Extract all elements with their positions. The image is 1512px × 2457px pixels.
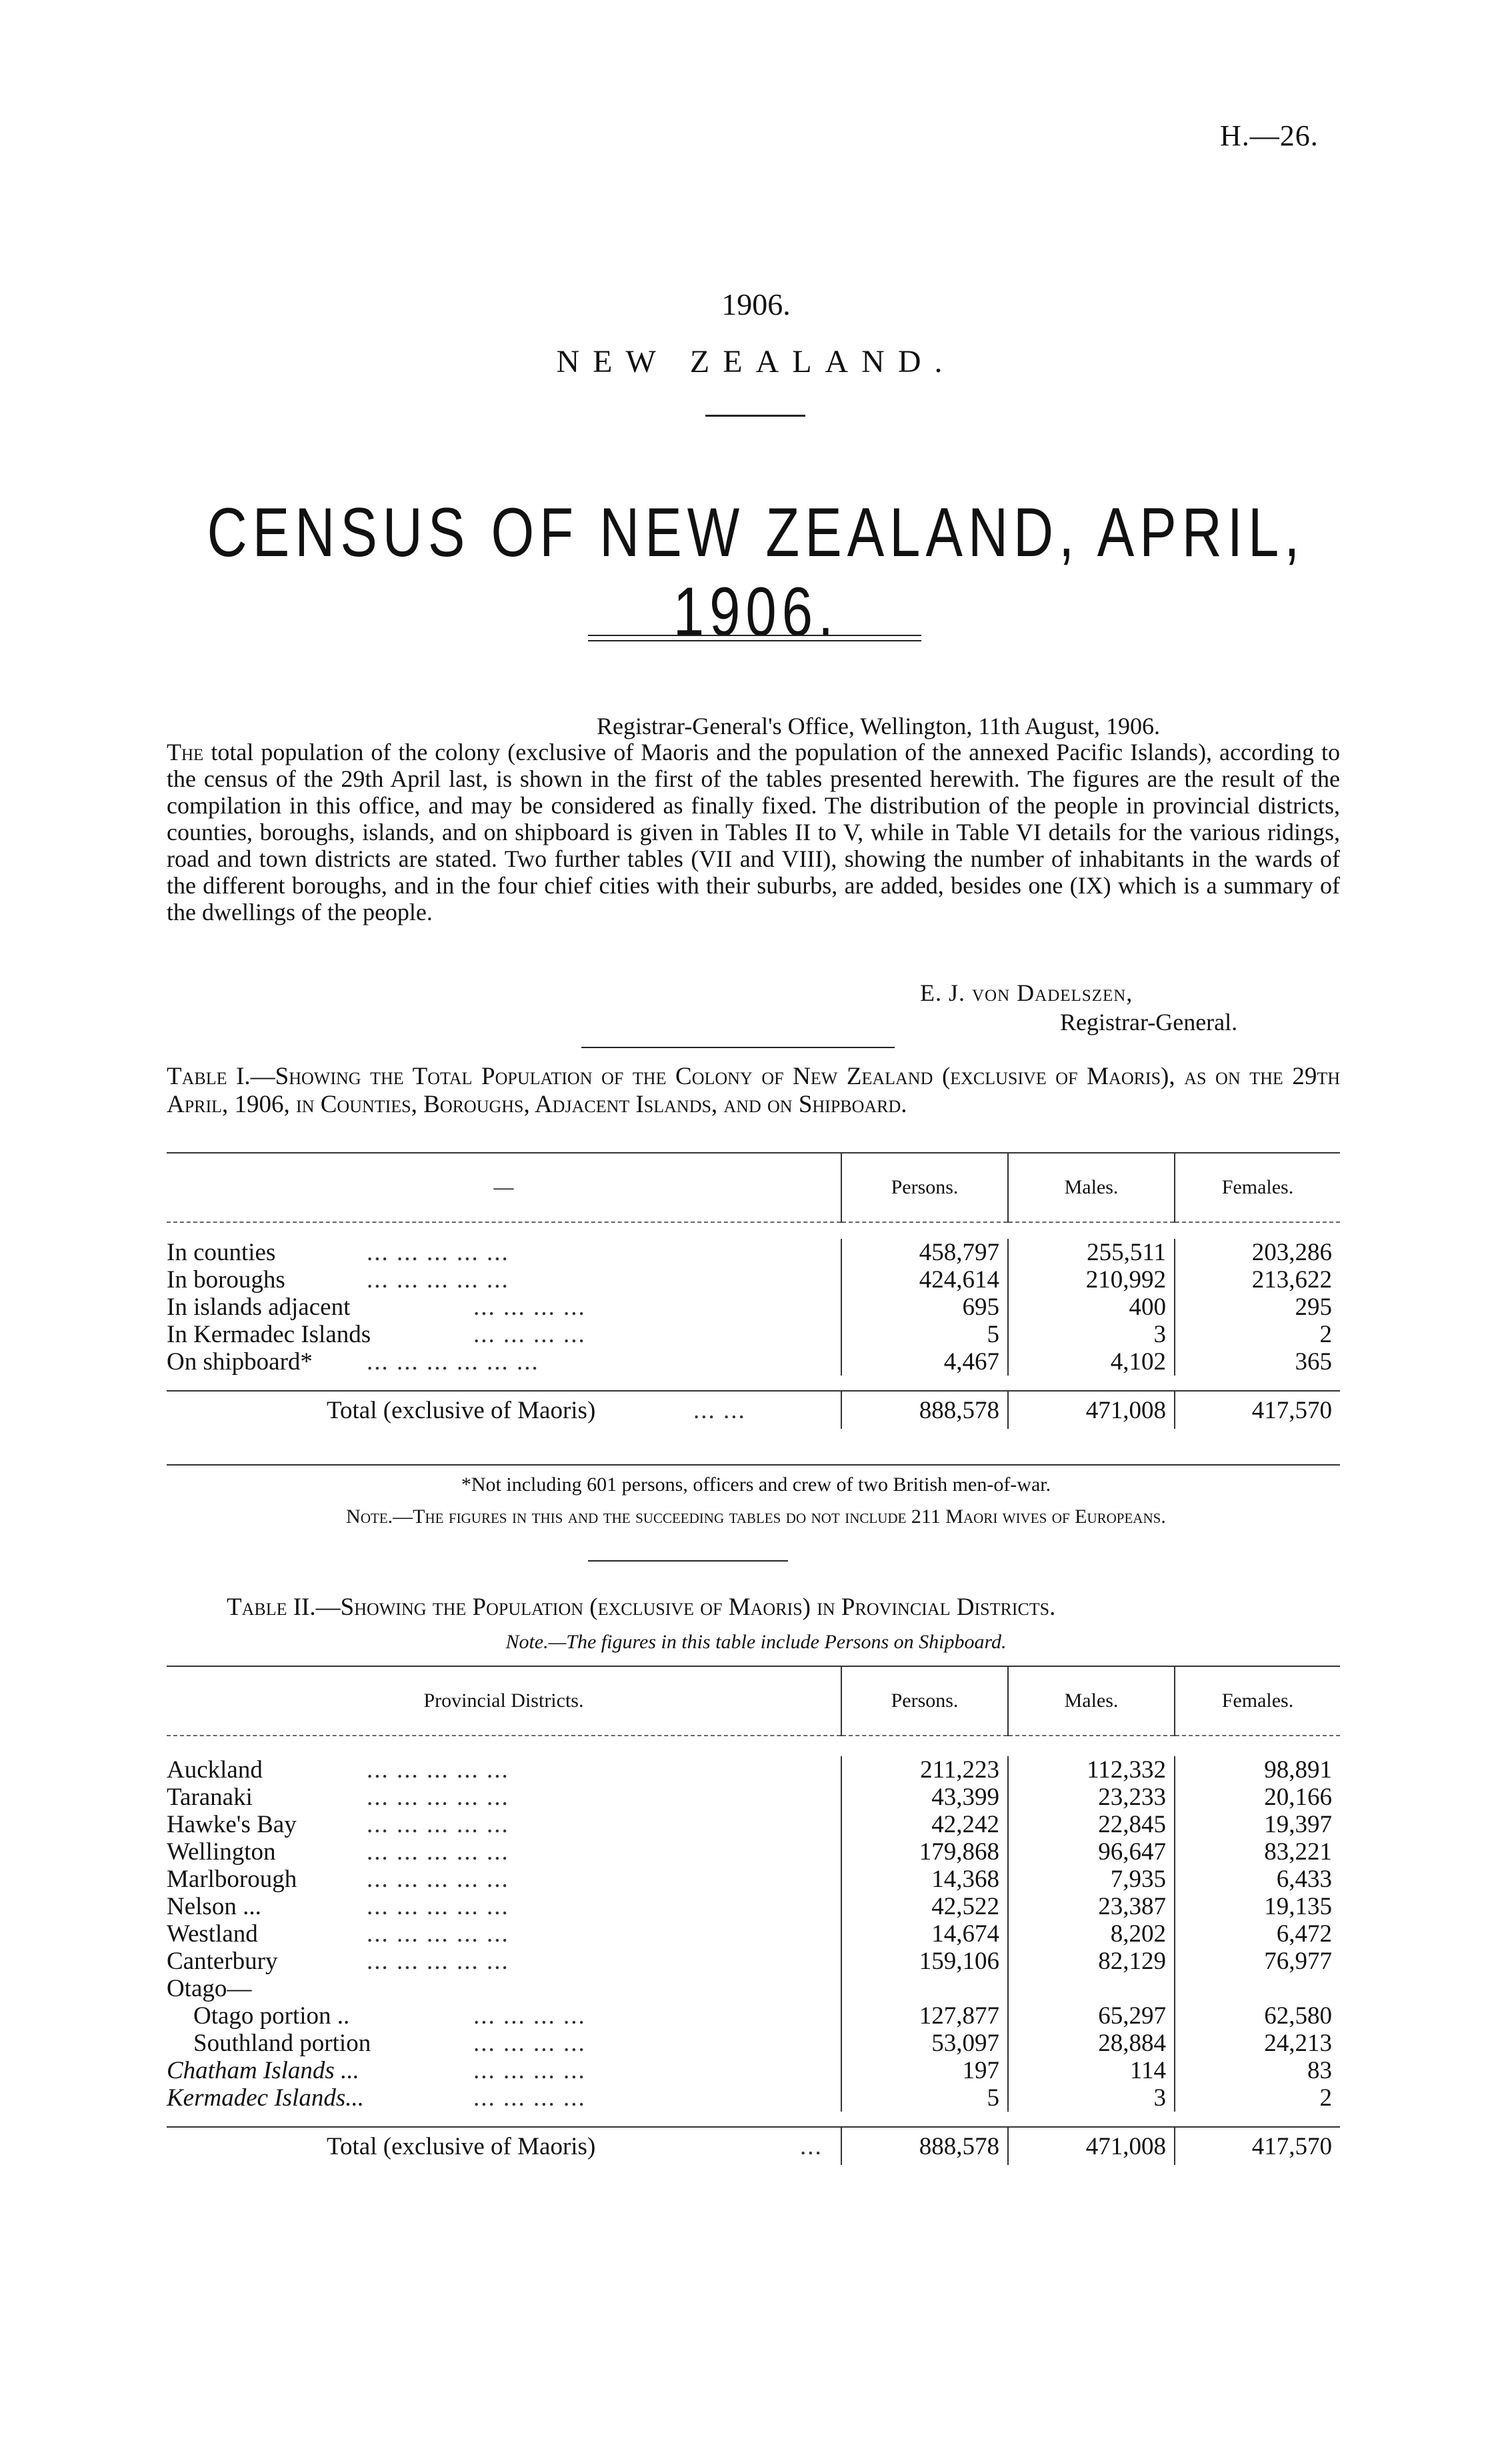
signer-role: Registrar-General. [1060,1009,1238,1035]
persons-cell: 43,399 [841,1784,1008,1811]
total-females: 417,570 [1175,2127,1340,2165]
persons-cell: 211,223 [841,1756,1008,1784]
row-label: Westland [167,1920,258,1948]
total-persons: 888,578 [841,1391,1008,1429]
row-label: Otago portion .. [193,2002,350,2030]
table2-header-persons: Persons. [841,1667,1008,1736]
persons-cell [841,1975,1008,2002]
table-row: On shipboard* ... ... ... ... ... ... 4,467 4,102 365 [167,1348,1340,1376]
females-cell: 62,580 [1175,2002,1340,2030]
table-row: In counties ... ... ... ... ... 458,797 255,511 203,286 [167,1239,1340,1266]
letter-place-date: Registrar-General's Office, Wellington, 11th August, 1906. [597,713,1161,739]
header-divider [705,415,805,417]
table2-header-females: Females. [1175,1667,1340,1736]
row-label: Southland portion [193,2030,371,2057]
table2-header-district: Provincial Districts. [423,1690,584,1712]
females-cell: 76,977 [1175,1948,1340,1975]
table1-total-row: Total (exclusive of Maoris) ... ... 888,578 471,008 417,570 [167,1391,1340,1429]
females-cell: 365 [1175,1348,1340,1376]
table-row: Wellington ... ... ... ... ... 179,868 96,647 83,221 [167,1838,1340,1866]
row-label: In boroughs [167,1266,285,1294]
males-cell: 82,129 [1008,1948,1175,1975]
table1-bottom-rule [167,1464,1340,1466]
row-label: Nelson ... [167,1893,261,1920]
table-row: In Kermadec Islands ... ... ... ... 5 3 2 [167,1321,1340,1348]
females-cell: 295 [1175,1294,1340,1321]
males-cell: 255,511 [1008,1239,1175,1266]
signer-name: E. J. von Dadelszen, [920,979,1133,1006]
females-cell: 2 [1175,1321,1340,1348]
country-heading: NEW ZEALAND. [556,344,956,379]
row-label: In Kermadec Islands [167,1321,371,1348]
females-cell: 83 [1175,2057,1340,2084]
table-row: Auckland ... ... ... ... ... 211,223 112,332 98,891 [167,1756,1340,1784]
table-row: In islands adjacent ... ... ... ... 695 400 295 [167,1294,1340,1321]
females-cell: 19,135 [1175,1893,1340,1920]
document-year: 1906. [721,287,791,321]
persons-cell: 42,522 [841,1893,1008,1920]
females-cell: 24,213 [1175,2030,1340,2057]
females-cell: 213,622 [1175,1266,1340,1294]
table2-total-row: Total (exclusive of Maoris) ... 888,578 471,008 417,570 [167,2127,1340,2165]
table2-header-row [167,1667,1340,1736]
table2 [167,1667,1340,2165]
males-cell: 23,233 [1008,1784,1175,1811]
table1 [167,1153,1340,1429]
males-cell: 3 [1008,1321,1175,1348]
table1-header-blank: — [493,1176,514,1198]
males-cell: 7,935 [1008,1866,1175,1893]
document-reference: H.—26. [1220,119,1319,152]
row-label: Wellington [167,1838,276,1866]
title-divider-top [588,635,921,636]
table2-subnote: Note.—The figures in this table include Persons on Shipboard. [505,1631,1007,1653]
females-cell [1175,1975,1340,2002]
table-row: In boroughs ... ... ... ... ... 424,614 210,992 213,622 [167,1266,1340,1294]
row-label: Marlborough [167,1866,297,1893]
males-cell: 65,297 [1008,2002,1175,2030]
persons-cell: 127,877 [841,2002,1008,2030]
letter-lead-word: The [167,739,204,765]
females-cell: 6,433 [1175,1866,1340,1893]
total-males: 471,008 [1008,1391,1175,1429]
persons-cell: 159,106 [841,1948,1008,1975]
males-cell: 4,102 [1008,1348,1175,1376]
table-row: Canterbury ... ... ... ... ... 159,106 82,129 76,977 [167,1948,1340,1975]
persons-cell: 179,868 [841,1838,1008,1866]
males-cell [1008,1975,1175,2002]
persons-cell: 5 [841,2084,1008,2112]
table-row [167,1975,1340,2002]
row-label: On shipboard* [167,1348,313,1376]
table1-header-persons: Persons. [841,1153,1008,1222]
males-cell: 22,845 [1008,1811,1175,1838]
total-females: 417,570 [1175,1391,1340,1429]
table-row: Otago portion .. ... ... ... ... 127,877 65,297 62,580 [167,2002,1340,2030]
table2-header-males: Males. [1008,1667,1175,1736]
table-row: Chatham Islands ... ... ... ... ... 197 114 83 [167,2057,1340,2084]
males-cell: 23,387 [1008,1893,1175,1920]
males-cell: 28,884 [1008,2030,1175,2057]
females-cell: 19,397 [1175,1811,1340,1838]
total-persons: 888,578 [841,2127,1008,2165]
row-label: Otago— [167,1975,252,2002]
females-cell: 20,166 [1175,1784,1340,1811]
row-label: Canterbury [167,1948,278,1975]
letter-body [167,739,1340,925]
table-row: Southland portion ... ... ... ... 53,097 28,884 24,213 [167,2030,1340,2057]
persons-cell: 695 [841,1294,1008,1321]
total-males: 471,008 [1008,2127,1175,2165]
females-cell: 2 [1175,2084,1340,2112]
persons-cell: 5 [841,1321,1008,1348]
females-cell: 203,286 [1175,1239,1340,1266]
row-label: In counties [167,1239,276,1266]
row-label: Kermadec Islands... [167,2084,364,2112]
total-label: Total (exclusive of Maoris) [327,2132,596,2160]
row-label: In islands adjacent [167,1294,351,1321]
persons-cell: 53,097 [841,2030,1008,2057]
males-cell: 3 [1008,2084,1175,2112]
table-row: Westland ... ... ... ... ... 14,674 8,202 6,472 [167,1920,1340,1948]
row-label: Hawke's Bay [167,1811,297,1838]
page-title: CENSUS OF NEW ZEALAND, APRIL, 1906. [207,494,1305,651]
persons-cell: 424,614 [841,1266,1008,1294]
females-cell: 83,221 [1175,1838,1340,1866]
total-label: Total (exclusive of Maoris) [327,1396,596,1424]
table1-header-row [167,1153,1340,1222]
persons-cell: 197 [841,2057,1008,2084]
persons-cell: 4,467 [841,1348,1008,1376]
row-label: Auckland [167,1756,263,1784]
males-cell: 112,332 [1008,1756,1175,1784]
table2-caption: Table II.—Showing the Population (exclusive of Maoris) in Provincial Districts. [227,1594,1056,1621]
table-row: Marlborough ... ... ... ... ... 14,368 7,935 6,433 [167,1866,1340,1893]
letter-divider [581,1047,895,1048]
letter-text: total population of the colony (exclusive of Maoris and the population of the annexed Pacific Islands), according to the census of the 29th April last, is shown in the first of the tables presented herewith. The figures are the result of the compilation in this office, and may be considered as finally fixed. The distribution of the people in provincial districts, counties, boroughs, islands, and on shipboard is given in Tables II to V, while in Table VI details for the various ridings, road and town districts are stated. Two further tables (VII and VIII), showing the number of inhabitants in the wards of the different boroughs, and in the four chief cities with their suburbs, are added, besides one (IX) which is a summary of the dwellings of the people. [167,739,1340,925]
table1-header-males: Males. [1008,1153,1175,1222]
table-row: Kermadec Islands... ... ... ... ... 5 3 2 [167,2084,1340,2112]
table-divider [588,1560,788,1562]
persons-cell: 14,674 [841,1920,1008,1948]
table1-header-females: Females. [1175,1153,1340,1222]
table1-footnote: *Not including 601 persons, officers and crew of two British men-of-war. [461,1474,1051,1496]
males-cell: 96,647 [1008,1838,1175,1866]
males-cell: 210,992 [1008,1266,1175,1294]
persons-cell: 42,242 [841,1811,1008,1838]
persons-cell: 458,797 [841,1239,1008,1266]
table1-note: Note.—The figures in this and the succeeding tables do not include 211 Maori wives of Europeans. [346,1506,1166,1528]
persons-cell: 14,368 [841,1866,1008,1893]
title-divider-bottom [588,640,921,641]
males-cell: 114 [1008,2057,1175,2084]
table1-caption: Table I.—Showing the Total Population of the Colony of New Zealand (exclusive of Maoris), as on the 29th April, 1906, in Counties, Boroughs, Adjacent Islands, and on Shipboard. [167,1063,1340,1118]
females-cell: 6,472 [1175,1920,1340,1948]
table-row: Taranaki ... ... ... ... ... 43,399 23,233 20,166 [167,1784,1340,1811]
row-label: Taranaki [167,1784,253,1811]
table-row: Nelson ... ... ... ... ... ... 42,522 23,387 19,135 [167,1893,1340,1920]
row-label: Chatham Islands ... [167,2057,359,2084]
table-row: Hawke's Bay ... ... ... ... ... 42,242 22,845 19,397 [167,1811,1340,1838]
males-cell: 8,202 [1008,1920,1175,1948]
males-cell: 400 [1008,1294,1175,1321]
females-cell: 98,891 [1175,1756,1340,1784]
